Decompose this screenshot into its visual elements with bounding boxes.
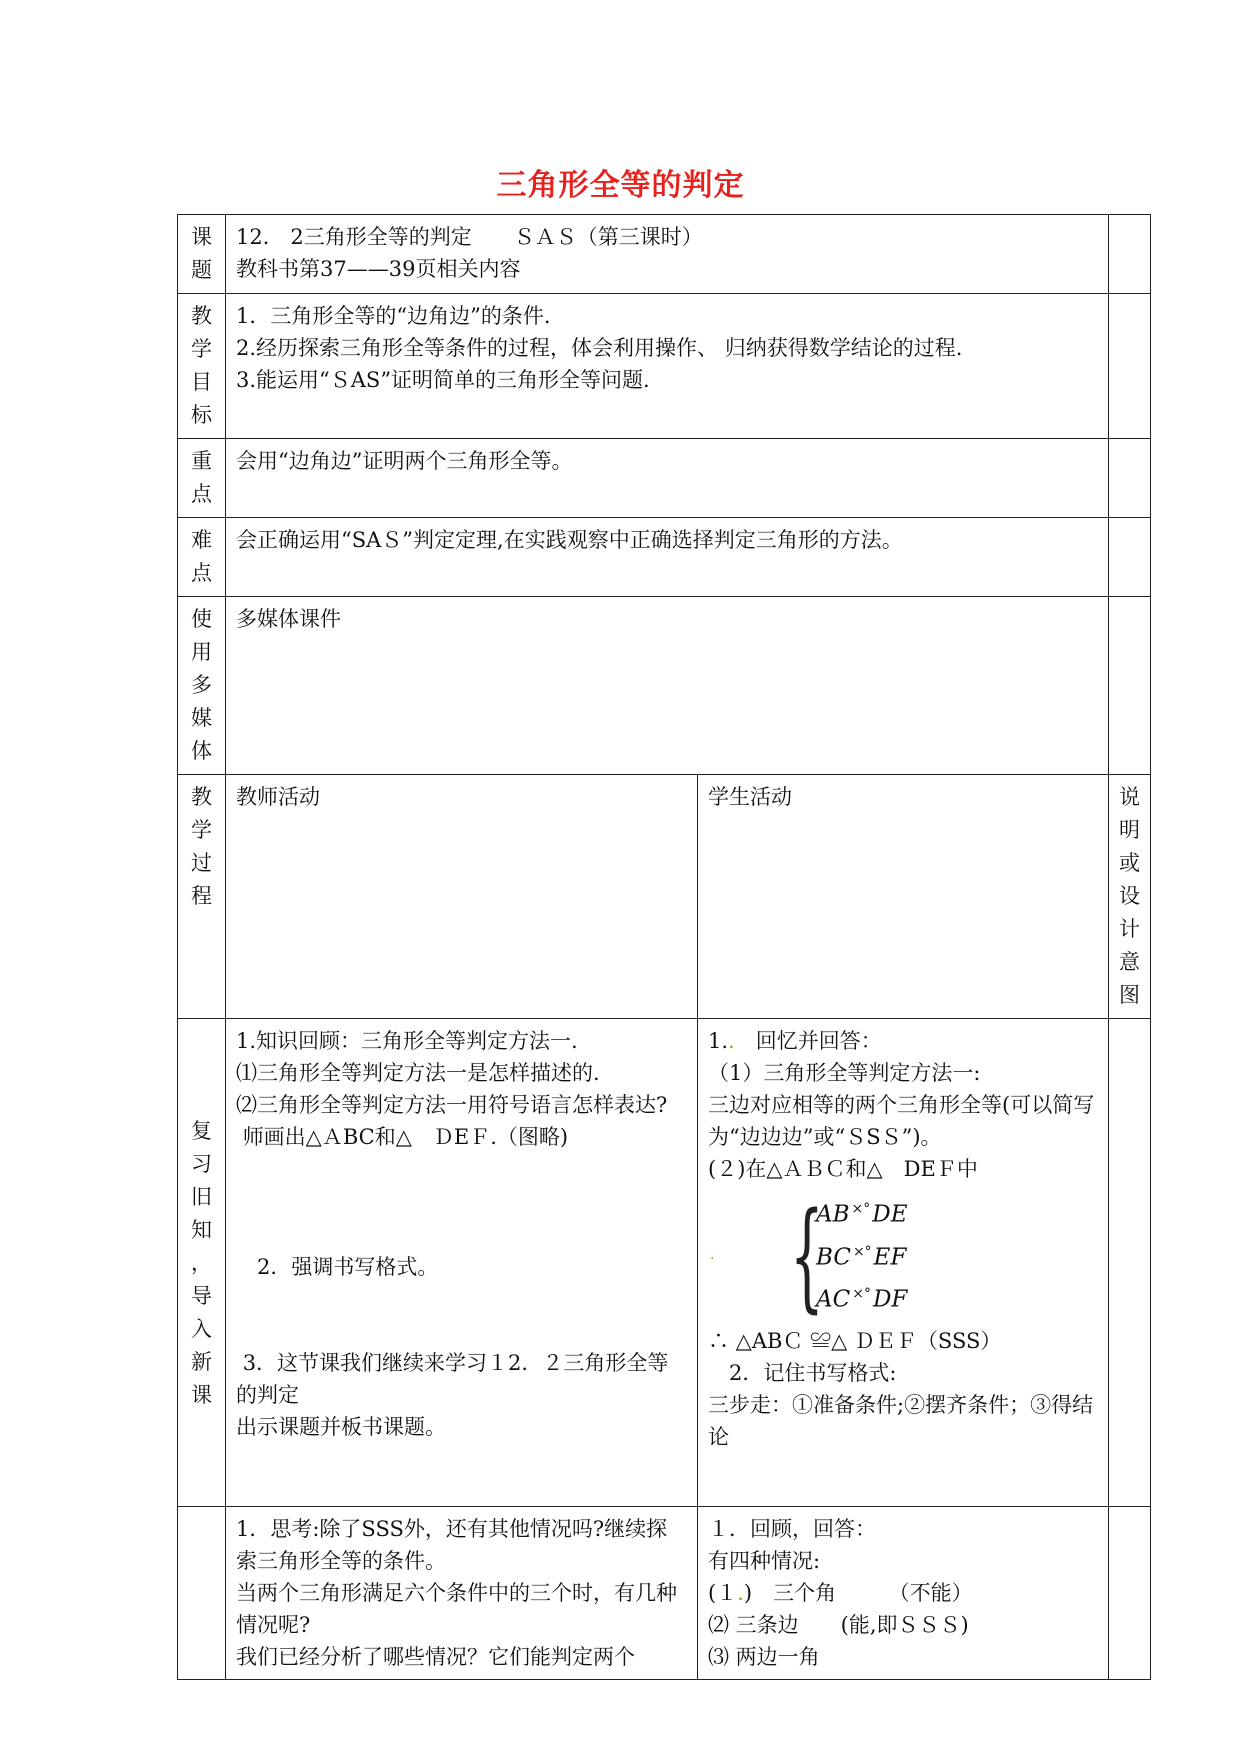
goal-line: 1．三角形全等的“边角边”的条件.: [236, 304, 551, 328]
left-brace-icon: {: [790, 1185, 824, 1324]
review-teacher-activity: 1.知识回顾：三角形全等判定方法一. ⑴三角形全等判定方法一是怎样描述的. ⑵三角形全等判定方法一用符号语言怎样表达? 师画出△ＡBC和△ ＤEＦ.（图略) 2．强调书写格式。 3．这节课我们继续来学习１2．２三角形全等的判定 出示课题并板书课题。: [226, 1019, 698, 1507]
note-cell: [1109, 1019, 1151, 1507]
label-difficulty: 难 点: [178, 518, 226, 597]
note-cell: [1109, 215, 1151, 294]
note-header: 说 明 或 设 计 意 图: [1109, 775, 1151, 1019]
equation-line: AB ×°DE: [816, 1201, 908, 1228]
row-review: [178, 1019, 1151, 1507]
explore-teacher-activity: 1．思考:除了SSS外，还有其他情况吗?继续探索三角形全等的条件。 当两个三角形满足六个条件中的三个时，有几种情况呢? 我们已经分析了哪些情况？它们能判定两个: [226, 1507, 698, 1680]
topic-line: 教科书第37——39页相关内容: [236, 257, 521, 281]
note-cell: [1109, 518, 1151, 597]
teacher-activity-header: 教师活动: [226, 775, 698, 1019]
sss-equation-group: . { AB ×°DE BC ×°EF AC ×°DF: [710, 1185, 908, 1324]
note-cell: [1109, 294, 1151, 439]
goals-content: [226, 294, 1109, 439]
row-goals: [178, 294, 1151, 439]
row-media: [178, 597, 1151, 775]
note-cell: [1109, 439, 1151, 518]
note-cell: [1109, 597, 1151, 775]
equation-line: AC ×°DF: [816, 1286, 908, 1313]
row-difficulty: [178, 518, 1151, 597]
key-point-content: 会用“边角边”证明两个三角形全等。: [226, 439, 1109, 518]
row-process-header: [178, 775, 1151, 1019]
label-key-point: 重 点: [178, 439, 226, 518]
difficulty-content: 会正确运用“SAＳ”判定定理,在实践观察中正确选择判定三角形的方法。: [226, 518, 1109, 597]
row-key-point: [178, 439, 1151, 518]
topic-line: 12． 2三角形全等的判定 ＳＡＳ（第三课时）: [236, 225, 703, 249]
note-cell: [1109, 1507, 1151, 1680]
media-content: 多媒体课件: [226, 597, 1109, 775]
label-topic: 课 题: [178, 215, 226, 294]
explore-student-activity: １．回顾，回答： 有四种情况: (１.) 三个角 （不能） ⑵ 三条边 (能,即ＳＳＳ) ⑶ 两边一角: [698, 1507, 1109, 1680]
page-title: 三角形全等的判定: [496, 168, 745, 203]
label-media: 使 用 多 媒 体: [178, 597, 226, 775]
lesson-plan-table: [177, 214, 1151, 1680]
label-process: 教 学 过 程: [178, 775, 226, 1019]
row-explore: [178, 1507, 1151, 1680]
review-student-activity: 1.. 回忆并回答： （1）三角形全等判定方法一: 三边对应相等的两个三角形全等(可以简写为“边边边”或“ＳSＳ”)。 (２)在△ＡＢＣ和△ DEＦ中 . { AB ×°DE BC ×°EF AC ×°DF ∴ △ABＣ ≌△ ＤＥＦ（SSS） 2．记住书写格式: 三步走：①准备条件;②摆齐条件；③得结论: [698, 1019, 1109, 1507]
label-review: 复 习 旧 知 ， 导 入 新 课: [178, 1019, 226, 1507]
topic-content: [226, 215, 1109, 294]
label-goals: 教 学 目 标: [178, 294, 226, 439]
label-explore: [178, 1507, 226, 1680]
student-activity-header: 学生活动: [698, 775, 1109, 1019]
row-topic: [178, 215, 1151, 294]
equation-line: BC ×°EF: [816, 1243, 907, 1271]
goal-line: 2.经历探索三角形全等条件的过程，体会利用操作、 归纳获得数学结论的过程.: [236, 336, 963, 360]
goal-line: 3.能运用“ＳAS”证明简单的三角形全等问题.: [236, 368, 650, 392]
